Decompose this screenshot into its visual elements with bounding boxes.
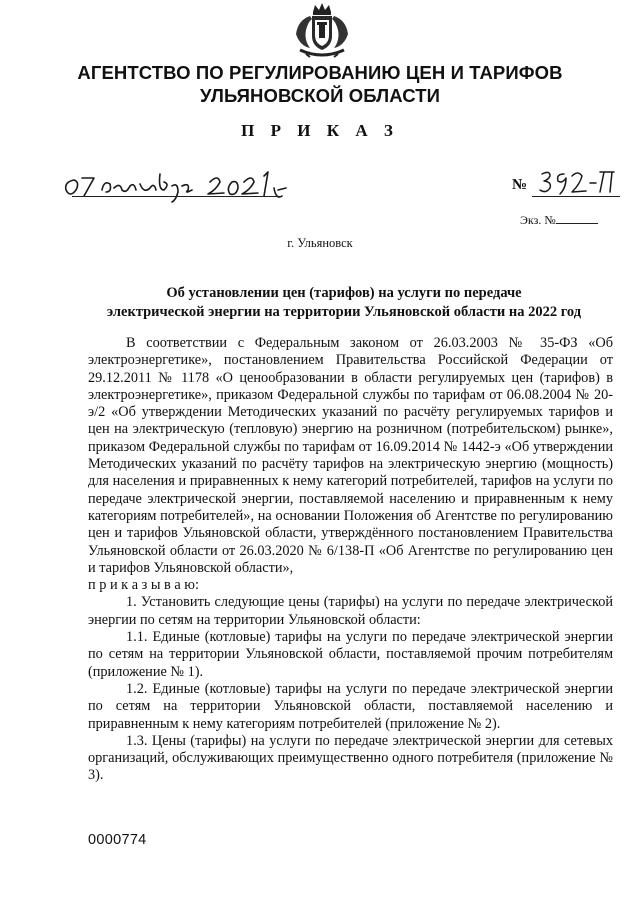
clause-1-1: 1.1. Единые (котловые) тарифы на услуги по передаче электрической энергии по сетям на территории Ульяновской области, поставляемой прочим потребителям (приложение № 1). bbox=[88, 629, 613, 680]
order-title-line2: электрической энергии на территории Ульяновской области на 2022 год bbox=[106, 304, 582, 320]
form-serial-number: 0000774 bbox=[88, 832, 147, 848]
agency-name-line1: АГЕНТСТВО ПО РЕГУЛИРОВАНИЮ ЦЕН И ТАРИФОВ bbox=[77, 62, 563, 83]
agency-name-line2: УЛЬЯНОВСКОЙ ОБЛАСТИ bbox=[199, 85, 441, 106]
order-title-line1: Об установлении цен (тарифов) на услуги по передаче bbox=[166, 285, 522, 301]
handwritten-date bbox=[60, 160, 300, 204]
coat-of-arms-icon bbox=[286, 2, 358, 58]
preamble-paragraph: В соответствии с Федеральным законом от 26.03.2003 № 35-ФЗ «Об электроэнергетике», постановлением Правительства Российской Федерации от 29.12.2011 № 1178 «О ценообразовании в области регулируемых цен (тарифов) в электроэнергетике», приказом Федеральной службы по тарифам от 06.08.2004 № 20-э/2 «Об утверждении Методических указаний по расчёту регулируемых тарифов и цен на электрическую (тепловую) энергию на розничном (потребительском) рынке», приказом Федеральной службы по тарифам от 16.09.2014 № 1442-э «Об утверждении Методических указаний по расчёту тарифов на электрическую энергию (мощность) для населения и приравненных к нему категорий потребителей, тарифов на услуги по передаче электрической энергии, поставляемой населению и приравненным к нему категориям потребителей», на основании Положения об Агентстве по регулированию цен и тарифов Ульяновской области, утверждённого постановлением Правительства Ульяновской области от 26.03.2020 № 6/138-П «Об Агентстве по регулированию цен и тарифов Ульяновской области», bbox=[88, 335, 613, 576]
order-body bbox=[88, 335, 613, 785]
copy-number-field bbox=[520, 212, 598, 228]
copy-number-label: Экз. № bbox=[520, 213, 556, 227]
order-title bbox=[74, 284, 614, 322]
city-line: г. Ульяновск bbox=[287, 236, 353, 250]
clause-1-2: 1.2. Единые (котловые) тарифы на услуги по передаче электрической энергии по сетям на территории Ульяновской области, поставляемой населению и приравненным к нему категориям потребителей (приложение № 2). bbox=[88, 680, 613, 732]
order-word: п р и к а з ы в а ю: bbox=[88, 577, 199, 594]
clause-1: 1. Установить следующие цены (тарифы) на услуги по передаче электрической энергии по сетям на территории Ульяновской области: bbox=[88, 594, 613, 628]
copy-number-blank bbox=[556, 212, 598, 224]
date-underline bbox=[72, 196, 282, 197]
document-type-heading: П Р И К А З bbox=[241, 121, 399, 140]
order-number-underline bbox=[532, 196, 620, 197]
handwritten-order-number bbox=[534, 164, 622, 198]
clause-1-3: 1.3. Цены (тарифы) на услуги по передаче электрической энергии для сетевых организаций, обслуживающих преимущественно одного потребителя (приложение № 3). bbox=[88, 732, 613, 784]
order-number-sign: № bbox=[512, 177, 528, 193]
